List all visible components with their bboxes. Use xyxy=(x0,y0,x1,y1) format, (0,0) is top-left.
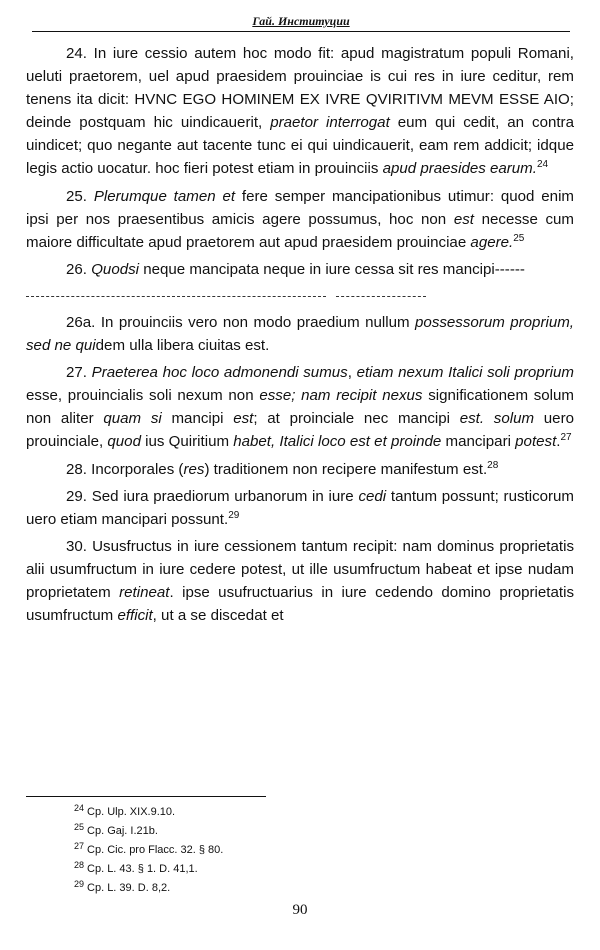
paragraph-25 xyxy=(26,185,574,254)
text-run: ius Quiritium xyxy=(140,433,234,451)
footnote-ref: 27 xyxy=(560,432,572,444)
footnote-number: 27 xyxy=(74,841,85,851)
text-run: neque mancipata neque in iure cessa sit res mancipi------ xyxy=(139,260,525,278)
italic-text: est xyxy=(453,210,474,228)
italic-text: efficit xyxy=(117,607,153,625)
header-title: Гай. Институции xyxy=(252,14,350,28)
text-run: 25. xyxy=(66,187,94,205)
text-run: 30. Ususfructus in iure cessionem tantum recipit: nam dominus proprietatis alii usumfructum in iure cedere potest, ut ille usumfructum habeat et ipse nudam proprietatem xyxy=(26,537,574,601)
header-rule xyxy=(32,31,570,32)
italic-text: res xyxy=(183,460,205,478)
italic-text: etiam nexum Italici soli proprium xyxy=(356,364,574,382)
italic-text: quod xyxy=(107,433,141,451)
italic-text: habet, Italici loco est et proinde xyxy=(233,433,442,451)
italic-text: apud praesides earum xyxy=(382,160,533,178)
footnote-text: Cp. Ulp. XIX.9.10. xyxy=(87,806,176,818)
text-run: necesse cum maiore difficultate apud praetorem aut apud praesidem prouinciae xyxy=(26,210,574,251)
text-run: 24. In iure cessio autem hoc modo fit: apud magistratum populi Romani, ueluti praetorem, uel apud praesidem prouinciae is cui res in iure ceditur, rem tenens ita dicit: HVNC EGO HOMINEM EX IVRE QVIRITIVM MEVM ESSE AIO; deinde postquam hic uindicauerit, xyxy=(26,45,574,132)
paragraph-27 xyxy=(26,361,574,453)
text-run: , xyxy=(347,364,357,382)
italic-text: Quodsi xyxy=(91,260,140,278)
page-number: 90 xyxy=(292,902,308,918)
italic-text: Plerumque tamen et xyxy=(93,187,236,205)
running-header xyxy=(32,8,570,34)
footnote xyxy=(74,841,474,860)
paragraph-29 xyxy=(26,485,574,531)
text-run: dem ulla libera ciuitas est. xyxy=(95,337,270,355)
footnote-ref: 25 xyxy=(513,232,525,244)
footnote-ref: 24 xyxy=(536,159,549,171)
text-run: 28. Incorporales ( xyxy=(66,460,184,478)
paragraph-28 xyxy=(26,458,574,481)
text-run: , ut a se discedat et xyxy=(152,607,284,625)
footnote-rule xyxy=(26,796,266,797)
text-run: mancipari xyxy=(441,433,516,451)
footnotes xyxy=(74,803,474,898)
footnote-number: 29 xyxy=(74,879,85,889)
footnote xyxy=(74,822,474,841)
italic-text: praetor interrogat xyxy=(270,114,390,132)
italic-text: . xyxy=(509,233,514,251)
text-run: fere semper mancipationibus utimur: quod enim ipsi per nos praesentibus amicis agere possumus, hoc non xyxy=(26,187,575,228)
lacuna-dash-segment xyxy=(336,296,426,297)
text-run: . ipse usufructuarius in iure cedendo domino proprietatis usumfructum xyxy=(26,583,574,625)
paragraph-30 xyxy=(26,535,574,627)
footnote-ref: 29 xyxy=(228,509,240,521)
footnote-text: Cp. Gaj. I.21b. xyxy=(87,825,158,837)
footnote-text: Cp. L. 39. D. 8,2. xyxy=(87,882,171,894)
paragraph-26 xyxy=(26,258,574,281)
text-run: 27. xyxy=(66,364,92,382)
text-run: ) traditionem non recipere manifestum est. xyxy=(204,460,488,478)
italic-text: . xyxy=(532,160,537,178)
footnote-text: Cp. Cic. pro Flacc. 32. § 80. xyxy=(87,844,224,856)
paragraph-24 xyxy=(26,42,574,181)
footnote-number: 24 xyxy=(74,803,85,813)
italic-text: retineat xyxy=(119,583,170,601)
italic-text: Praeterea hoc loco admonendi sumus xyxy=(91,364,348,382)
italic-text: possessorum proprium, sed ne qui xyxy=(26,313,574,355)
text-run: 29. Sed iura praediorum urbanorum in iure xyxy=(66,487,359,505)
italic-text: cedi xyxy=(358,487,387,505)
text-run: uero prouinciale, xyxy=(26,410,574,451)
text-run: 26a. In prouinciis vero non modo praedium nullum xyxy=(66,313,416,331)
text-run: esse, prouincialis soli nexum non xyxy=(26,387,260,405)
main-text xyxy=(26,42,574,631)
text-run: . xyxy=(556,433,561,451)
italic-text: est. solum xyxy=(459,410,535,428)
italic-text: quam si xyxy=(103,410,162,428)
italic-text: agere xyxy=(470,233,510,251)
text-run: eum qui cedit, an contra uindicet; quo negante aut tacente tunc ei qui uindicauerit, eam rem addicit; idque legis actio uocatur. hoc fieri potest etiam in prouinciis xyxy=(26,114,574,178)
text-run: 26. xyxy=(66,260,92,278)
text-run: significationem solum non aliter xyxy=(26,387,575,428)
italic-text: potest xyxy=(515,433,557,451)
footnote xyxy=(74,860,474,879)
text-run: mancipi xyxy=(161,410,234,428)
italic-text: est xyxy=(233,410,254,428)
paragraph-26a xyxy=(26,311,574,357)
footnote-ref: 28 xyxy=(487,459,499,471)
footnote-number: 28 xyxy=(74,860,85,870)
footnote xyxy=(74,803,474,822)
footnote-number: 25 xyxy=(74,822,85,832)
text-run: ; at proinciale nec mancipi xyxy=(253,410,460,428)
footnote-text: Cp. L. 43. § 1. D. 41,1. xyxy=(87,863,198,875)
lacuna-dash-segment xyxy=(26,296,326,297)
italic-text: esse; nam recipit nexus xyxy=(259,387,423,405)
lacuna-dash-line xyxy=(26,285,574,307)
text-run: tantum possunt; rusticorum uero etiam mancipari possunt. xyxy=(26,487,575,528)
footnote xyxy=(74,879,474,898)
